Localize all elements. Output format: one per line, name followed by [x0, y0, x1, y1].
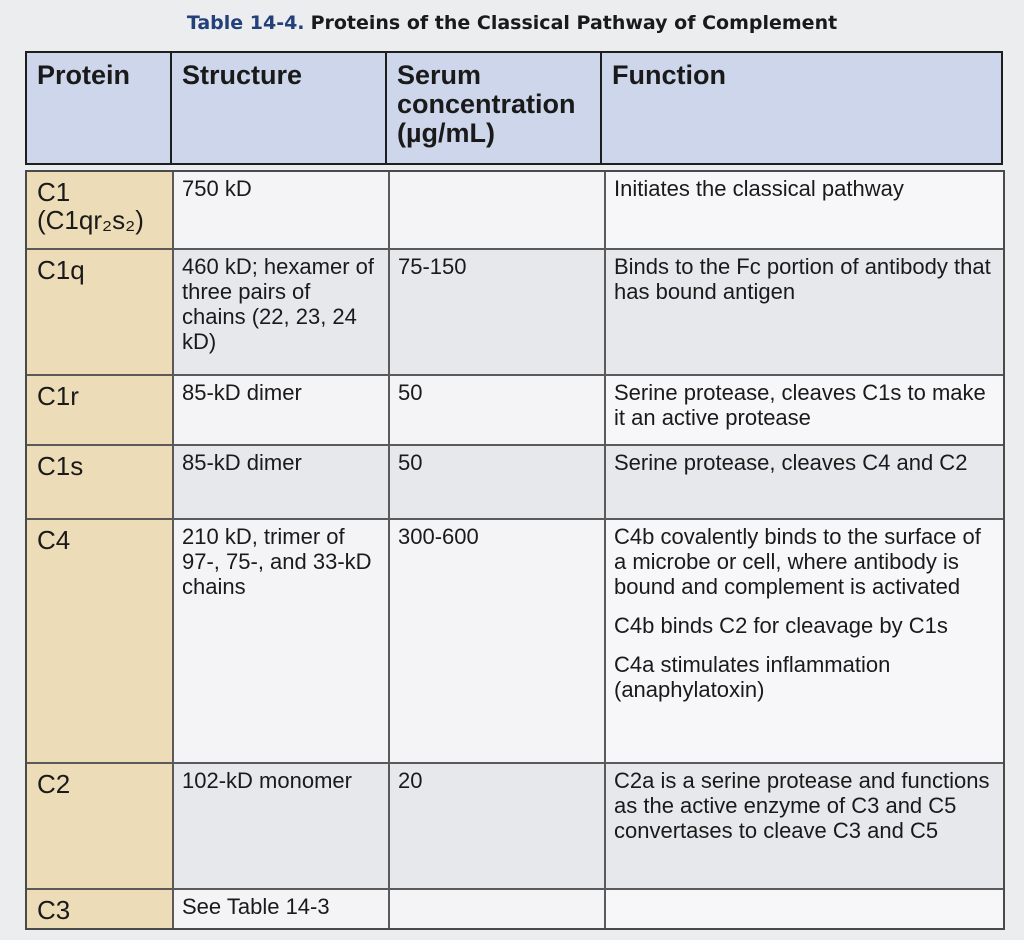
concentration-cell: 75-150 [390, 250, 606, 374]
concentration-cell [390, 890, 606, 928]
function-cell [606, 172, 1003, 248]
structure-cell: 85-kD dimer [174, 446, 390, 518]
concentration-cell: 50 [390, 376, 606, 444]
function-cell [606, 890, 1003, 928]
header-serum-concentration: Serum concentration (µg/mL) [387, 53, 602, 163]
structure-cell: 85-kD dimer [174, 376, 390, 444]
function-cell [606, 250, 1003, 374]
table-row [27, 446, 1003, 520]
concentration-cell: 20 [390, 764, 606, 888]
concentration-cell: 50 [390, 446, 606, 518]
function-cell [606, 764, 1003, 888]
table-caption [0, 12, 1024, 34]
table-row [27, 376, 1003, 446]
table-row [27, 764, 1003, 890]
concentration-cell [390, 172, 606, 248]
structure-cell: See Table 14-3 [174, 890, 390, 928]
function-text: C4b covalently binds to the surface of a microbe or cell, where antibody is bound and complement is activated [614, 524, 981, 599]
function-cell [606, 376, 1003, 444]
function-cell [606, 446, 1003, 518]
structure-cell: 102-kD monomer [174, 764, 390, 888]
function-text: C2a is a serine protease and functions as the active enzyme of C3 and C5 convertases to cleave C3 and C5 [614, 768, 990, 843]
protein-cell: C4 [27, 520, 174, 762]
protein-cell: C3 [27, 890, 174, 928]
function-text: Serine protease, cleaves C1s to make it an active protease [614, 380, 986, 430]
table-title: Proteins of the Classical Pathway of Complement [310, 12, 838, 34]
protein-cell: C1q [27, 250, 174, 374]
function-text: C4a stimulates inflammation (anaphylatoxin) [614, 652, 891, 702]
table-row [27, 250, 1003, 376]
protein-cell: C1r [27, 376, 174, 444]
header-protein: Protein [27, 53, 172, 163]
table-number: Table 14-4. [186, 12, 305, 34]
function-cell [606, 520, 1003, 762]
protein-cell: C1s [27, 446, 174, 518]
structure-cell: 460 kD; hexamer of three pairs of chains (22, 23, 24 kD) [174, 250, 390, 374]
table-header [25, 51, 1003, 165]
structure-cell: 750 kD [174, 172, 390, 248]
table-row [27, 520, 1003, 764]
function-text: Serine protease, cleaves C4 and C2 [614, 450, 968, 475]
table-row [27, 172, 1003, 250]
function-text: Initiates the classical pathway [614, 176, 904, 201]
concentration-cell: 300-600 [390, 520, 606, 762]
function-text: C4b binds C2 for cleavage by C1s [614, 613, 948, 638]
function-text: Binds to the Fc portion of antibody that has bound antigen [614, 254, 991, 304]
structure-cell: 210 kD, trimer of 97-, 75-, and 33-kD chains [174, 520, 390, 762]
header-function: Function [612, 60, 726, 90]
table-body [25, 170, 1005, 930]
protein-cell: C1 (C1qr₂s₂) [27, 172, 174, 248]
header-structure: Structure [172, 53, 387, 163]
table-row [27, 890, 1003, 928]
protein-cell: C2 [27, 764, 174, 888]
